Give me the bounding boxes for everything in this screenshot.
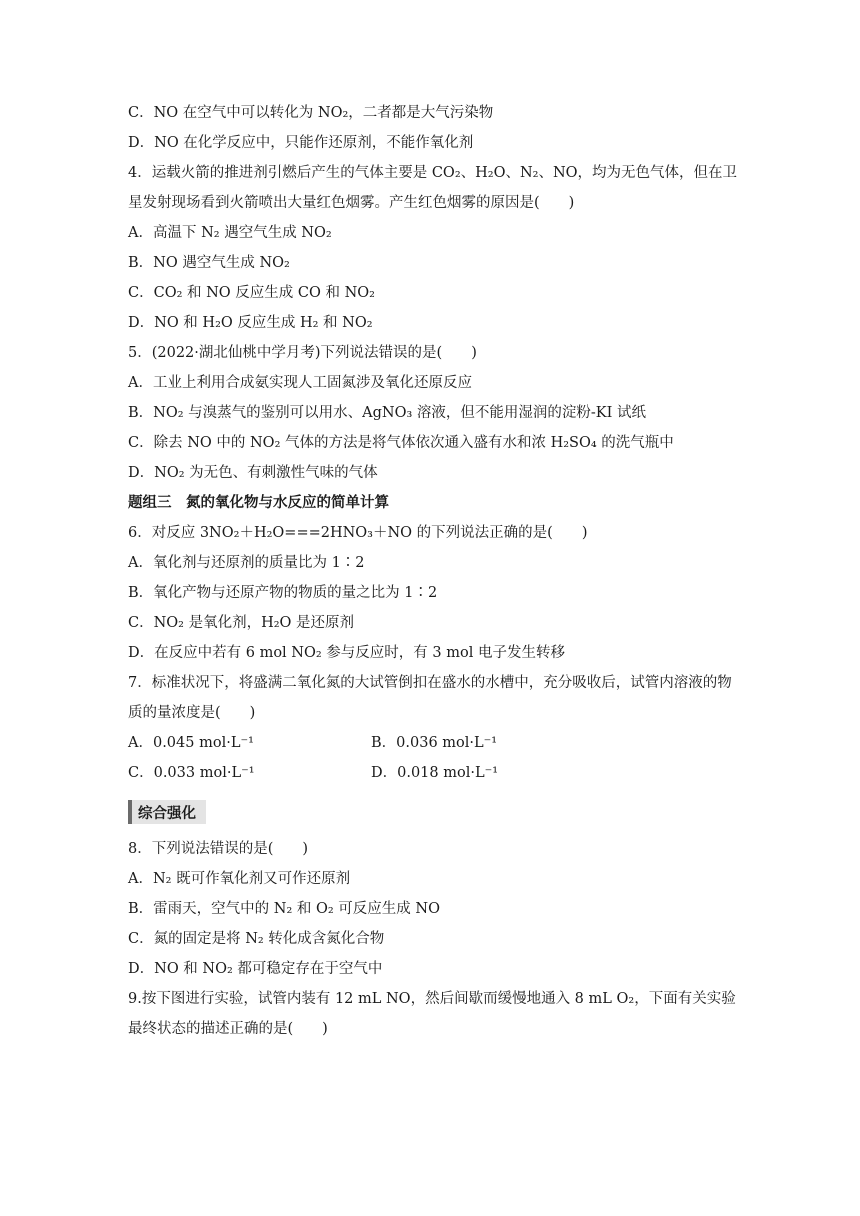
q7-option-a: A．0.045 mol·L⁻¹	[128, 735, 254, 751]
question-7: 7．标准状况下，将盛满二氧化氮的大试管倒扣在盛水的水槽中，充分吸收后，试管内溶液的物质的量浓度是( )	[128, 675, 732, 721]
q4-option-c: C．CO₂ 和 NO 反应生成 CO 和 NO₂	[128, 285, 375, 301]
q6-option-b: B．氧化产物与还原产物的物质的量之比为 1∶2	[128, 585, 438, 601]
q4-option-a: A．高温下 N₂ 遇空气生成 NO₂	[128, 225, 332, 241]
question-9: 9.按下图进行实验，试管内装有 12 mL NO，然后间歇而缓慢地通入 8 mL O₂，下面有关实验最终状态的描述正确的是( )	[128, 991, 736, 1037]
q3-option-d: D．NO 在化学反应中，只能作还原剂，不能作氧化剂	[128, 135, 474, 151]
q8-option-a: A．N₂ 既可作氧化剂又可作还原剂	[128, 871, 351, 887]
q3-option-c: C．NO 在空气中可以转化为 NO₂，二者都是大气污染物	[128, 105, 494, 121]
question-5: 5．(2022·湖北仙桃中学月考)下列说法错误的是( )	[128, 345, 477, 361]
q7-options-row-2	[128, 758, 738, 788]
q6-option-c: C．NO₂ 是氧化剂，H₂O 是还原剂	[128, 615, 355, 631]
question-8: 8．下列说法错误的是( )	[128, 841, 309, 857]
q5-option-d: D．NO₂ 为无色、有刺激性气味的气体	[128, 465, 378, 481]
question-6: 6．对反应 3NO₂＋H₂O===2HNO₃＋NO 的下列说法正确的是( )	[128, 525, 588, 541]
q8-option-d: D．NO 和 NO₂ 都可稳定存在于空气中	[128, 961, 383, 977]
q4-option-b: B．NO 遇空气生成 NO₂	[128, 255, 290, 271]
q7-option-c: C．0.033 mol·L⁻¹	[128, 765, 255, 781]
q5-option-b: B．NO₂ 与溴蒸气的鉴别可以用水、AgNO₃ 溶液，但不能用湿润的淀粉-KI 试纸	[128, 405, 646, 421]
group-3-title: 题组三 氮的氧化物与水反应的简单计算	[128, 495, 389, 511]
q6-option-a: A．氧化剂与还原剂的质量比为 1∶2	[128, 555, 365, 571]
section-header	[128, 798, 738, 826]
document-page	[128, 98, 738, 1044]
question-4: 4．运载火箭的推进剂引燃后产生的气体主要是 CO₂、H₂O、N₂、NO，均为无色气体，但在卫星发射现场看到火箭喷出大量红色烟雾。产生红色烟雾的原因是( )	[128, 165, 738, 211]
q8-option-b: B．雷雨天，空气中的 N₂ 和 O₂ 可反应生成 NO	[128, 901, 440, 917]
q5-option-c: C．除去 NO 中的 NO₂ 气体的方法是将气体依次通入盛有水和浓 H₂SO₄ 的洗气瓶中	[128, 435, 674, 451]
q7-option-d: D．0.018 mol·L⁻¹	[371, 765, 499, 781]
q8-option-c: C．氮的固定是将 N₂ 转化成含氮化合物	[128, 931, 385, 947]
q5-option-a: A．工业上利用合成氨实现人工固氮涉及氧化还原反应	[128, 375, 472, 391]
section-label: 综合强化	[128, 800, 206, 824]
q7-option-b: B．0.036 mol·L⁻¹	[371, 735, 498, 751]
q4-option-d: D．NO 和 H₂O 反应生成 H₂ 和 NO₂	[128, 315, 373, 331]
q6-option-d: D．在反应中若有 6 mol NO₂ 参与反应时，有 3 mol 电子发生转移	[128, 645, 565, 661]
q7-options-row-1	[128, 728, 738, 758]
